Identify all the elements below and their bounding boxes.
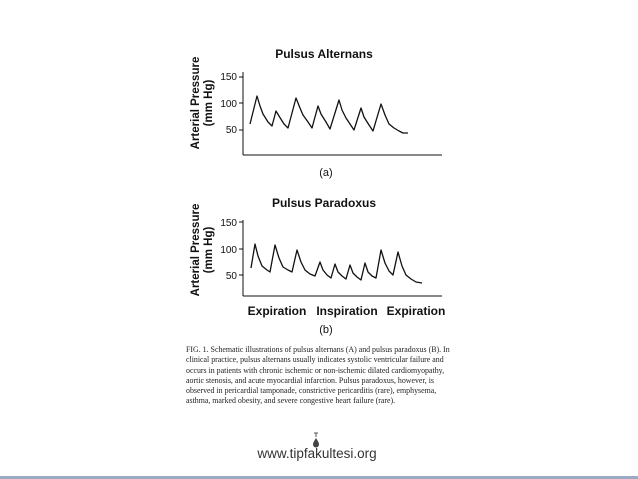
panel-b-label: (b) (319, 324, 333, 336)
panel-a-ytick-150: 150 (220, 72, 237, 83)
panel-a (190, 47, 442, 179)
site-url[interactable]: www.tipfakultesi.org (257, 446, 377, 461)
panel-b-ylabel-1: Arterial Pressure (190, 203, 202, 297)
panel-b-title: Pulsus Paradoxus (271, 196, 377, 210)
panel-a-ytick-100: 100 (220, 99, 237, 110)
figure-caption: FIG. 1. Schematic illustrations of pulsus alternans (A) and pulsus paradoxus (B). In clinical practice, pulsus alternans usually indicates systolic ventricular failure and occurs in patients with chronic ischemic or non-ischemic dilated cardiomyopathy, aortic stenosis, and acute myocardial infarction. Pulsus paradoxus, however, is observed in pericardial tamponade, constrictive pericarditis (rare), emphysema, asthma, marked obesity, and severe congestive heart failure (rare). (186, 345, 450, 406)
panel-a-ytick-50: 50 (225, 125, 237, 136)
panel-a-label: (a) (319, 167, 333, 179)
panel-b (190, 196, 445, 336)
pulsus-paradoxus-waveform (251, 244, 422, 283)
panel-a-title: Pulsus Alternans (275, 47, 373, 61)
phase-label-expiration-2: Expiration (386, 304, 446, 318)
panel-b-ylabel-2: (mm Hg) (203, 226, 215, 274)
panel-a-ylabel-1: Arterial Pressure (190, 56, 202, 150)
panel-a-ylabel-2: (mm Hg) (203, 79, 215, 127)
phase-label-inspiration: Inspiration (316, 304, 378, 318)
phase-label-expiration-1: Expiration (247, 304, 307, 318)
panel-b-ytick-50: 50 (225, 271, 237, 282)
panel-b-ytick-100: 100 (220, 245, 237, 256)
pulsus-alternans-waveform (250, 96, 408, 133)
panel-b-ytick-150: 150 (220, 218, 237, 229)
